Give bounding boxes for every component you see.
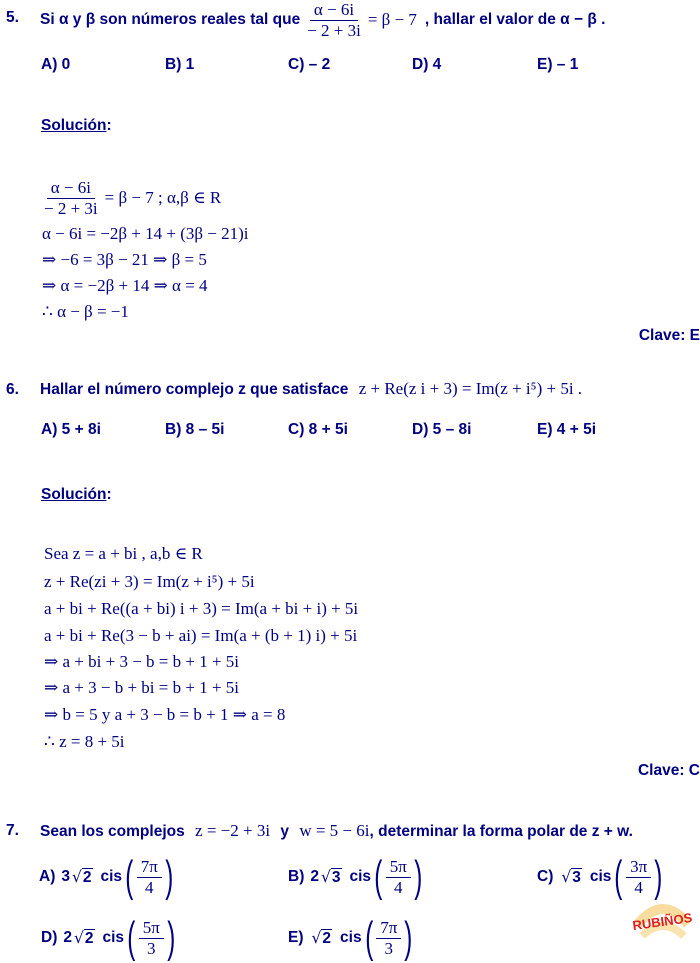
p6-sol-line-5: ⇒ a + bi + 3 − b = b + 1 + 5i [44,652,240,671]
problem-7-number: 7. [6,822,19,839]
sqrt-sign: √ [73,929,84,947]
left-paren: ( [374,852,383,901]
angle-denominator: 3 [384,938,394,958]
p6-option-b: B) 8 – 5i [165,421,225,438]
p5-solution-heading [41,117,112,135]
p6-sol-line-1: Sea z = a + bi , a,b ∈ R [44,544,203,563]
right-paren: ) [167,913,176,962]
problem-6-number: 6. [6,381,19,398]
right-paren: ) [414,852,423,901]
fraction-denominator: − 2 + 3i [44,198,98,218]
fraction-numerator: α − 6i [47,179,95,199]
option-radicand: 3 [331,868,341,886]
p5-option-b: B) 1 [165,56,195,73]
option-cis: cis [589,868,612,885]
left-paren: ( [125,852,134,901]
solution-title: Solución [41,486,107,503]
p5-sol-line-4: ⇒ α = −2β + 14 ⇒ α = 4 [42,276,208,295]
option-label: A) [39,868,56,885]
option-radicand: 3 [572,868,581,886]
p6-option-e: E) 4 + 5i [537,421,597,438]
option-cis: cis [349,868,372,885]
problem-7-w: w = 5 − 6i [299,821,370,840]
p6-sol-line-4: a + bi + Re(3 − b + ai) = Im(a + (b + 1) i) + 5i [44,626,358,645]
p7-option-a [39,854,176,900]
p7-option-e [288,915,416,961]
problem-5-number: 5. [6,9,19,26]
p5-option-c: C) – 2 [288,56,331,73]
p5-sol-line-1 [40,176,221,220]
angle-denominator: 4 [634,877,643,897]
p6-option-d: D) 5 – 8i [412,421,472,438]
problem-6-statement [40,379,582,399]
p5-sol-line-1-rest: = β − 7 ; α,β ∈ R [104,188,222,207]
sqrt-sign: √ [71,868,82,886]
problem-7-statement [40,821,633,841]
option-coefficient: 2 [63,929,72,946]
p6-answer-key: Clave: C [637,762,700,779]
p6-sol-line-3: a + bi + Re((a + bi) i + 3) = Im(a + bi + i) + 5i [44,599,359,618]
problem-5-equation: = β − 7 [367,10,417,29]
option-coefficient: 3 [61,868,70,885]
p6-sol-line-8: ∴ z = 8 + 5i [44,732,125,751]
p5-sol-line-2: α − 6i = −2β + 14 + (3β − 21)i [42,224,249,243]
option-angle [137,858,162,897]
problem-6-formula: z + Re(z i + 3) = Im(z + i⁵) + 5i . [358,379,583,398]
option-label: D) [41,929,58,946]
sqrt-sign: √ [311,929,322,947]
p5-answer-key: Clave: E [638,327,700,344]
option-cis: cis [340,929,362,946]
problem-7-intro: Sean los complejos [40,823,185,840]
solution-colon: : [106,486,112,503]
right-paren: ) [165,852,174,901]
p6-option-c: C) 8 + 5i [288,421,348,438]
angle-numerator: 7π [376,919,401,939]
problem-7-z: z = −2 + 3i [195,821,271,840]
angle-numerator: 3π [626,858,651,878]
option-angle [376,919,401,958]
problem-5-fraction [303,1,365,40]
option-angle [139,919,164,958]
angle-numerator: 5π [386,858,411,878]
fraction-denominator: − 2 + 3i [307,20,361,40]
p6-sol-line-6: ⇒ a + 3 − b + bi = b + 1 + 5i [44,678,240,697]
fraction-numerator: α − 6i [310,1,358,21]
rubinos-logo-icon [630,896,696,954]
option-label: B) [288,868,305,885]
problem-7-and: y [280,823,289,840]
p5-sol-line-5: ∴ α − β = −1 [42,302,129,321]
option-label: C) [537,868,554,885]
p6-solution-heading [41,486,112,504]
option-coefficient: 2 [310,868,319,885]
option-cis: cis [100,868,123,885]
option-label: E) [288,929,304,946]
problem-5-intro: Si α y β son números reales tal que [40,11,301,28]
angle-numerator: 7π [137,858,162,878]
rubinos-logo [630,896,696,959]
right-paren: ) [404,913,413,962]
p5-option-a: A) 0 [41,56,71,73]
problem-5-question: , hallar el valor de α − β . [424,11,606,28]
option-angle [386,858,411,897]
sqrt-sign: √ [320,868,331,886]
p6-option-a: A) 5 + 8i [41,421,101,438]
sqrt-sign: √ [561,868,572,886]
p7-option-c [537,854,666,900]
option-angle [626,858,651,897]
logo-wordmark: RUBIÑOS [631,909,694,934]
angle-denominator: 4 [394,877,403,897]
solution-colon: : [106,117,112,134]
angle-denominator: 4 [145,877,154,897]
left-paren: ( [127,913,136,962]
option-radicand: 2 [84,929,94,947]
angle-numerator: 5π [139,919,164,939]
option-radicand: 2 [322,929,332,947]
left-paren: ( [364,913,373,962]
p7-option-d [41,915,178,961]
p5-sol-fraction [40,179,102,218]
p5-option-d: D) 4 [412,56,442,73]
left-paren: ( [614,852,623,901]
solution-title: Solución [41,117,107,134]
p7-option-b [288,854,425,900]
problem-6-intro: Hallar el número complejo z que satisface [40,381,349,398]
p5-option-e: E) – 1 [537,56,579,73]
angle-denominator: 3 [147,938,156,958]
option-radicand: 2 [82,868,92,886]
p6-sol-line-2: z + Re(zi + 3) = Im(z + i⁵) + 5i [44,572,255,591]
p5-sol-line-3: ⇒ −6 = 3β − 21 ⇒ β = 5 [42,250,207,269]
p6-sol-line-7: ⇒ b = 5 y a + 3 − b = b + 1 ⇒ a = 8 [44,705,286,724]
option-cis: cis [102,929,125,946]
problem-5-statement [40,0,605,40]
problem-7-question: , determinar la forma polar de z + w. [369,823,633,840]
right-paren: ) [654,852,663,901]
